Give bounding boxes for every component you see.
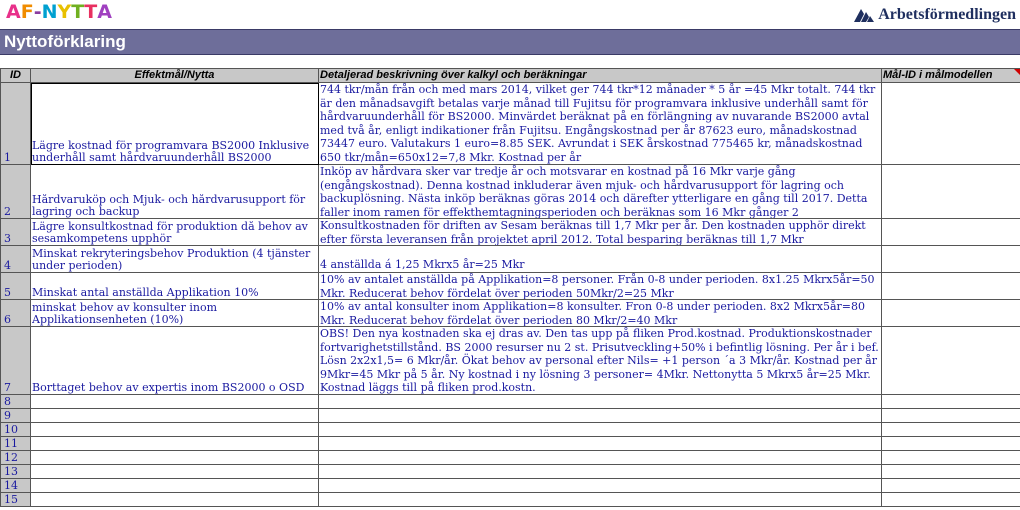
cell-goal-id[interactable] — [882, 409, 1020, 423]
cell-id[interactable]: 7 — [1, 327, 31, 395]
cell-id[interactable]: 6 — [1, 300, 31, 327]
cell-effect[interactable] — [31, 83, 319, 165]
table-row — [1, 327, 1020, 395]
cell-description[interactable] — [319, 479, 882, 493]
arbetsformedlingen-logo-icon — [853, 6, 875, 24]
cell-effect-text: Borttaget behov av expertis inom BS2000 o OSD — [32, 382, 305, 394]
cell-description[interactable] — [319, 437, 882, 451]
column-header-id[interactable]: ID — [1, 69, 31, 83]
table-row — [1, 246, 1020, 273]
cell-description[interactable] — [319, 219, 882, 246]
column-header-goal-id[interactable] — [882, 69, 1020, 83]
cell-goal-id[interactable] — [882, 165, 1020, 219]
cell-description[interactable] — [319, 493, 882, 507]
cell-description[interactable] — [319, 273, 882, 300]
cell-description[interactable] — [319, 395, 882, 409]
column-header-description[interactable]: Detaljerad beskrivning över kalkyl och beräkningar — [319, 69, 882, 83]
table-row — [1, 451, 1020, 465]
cell-goal-id[interactable] — [882, 437, 1020, 451]
cell-goal-id[interactable] — [882, 83, 1020, 165]
table-row — [1, 423, 1020, 437]
cell-goal-id[interactable] — [882, 300, 1020, 327]
column-header-goal-id-label: Mål-ID i målmodellen — [883, 69, 993, 81]
cell-goal-id[interactable] — [882, 395, 1020, 409]
cell-id[interactable]: 4 — [1, 246, 31, 273]
cell-goal-id[interactable] — [882, 246, 1020, 273]
table-header-row — [1, 69, 1020, 83]
cell-effect[interactable] — [31, 327, 319, 395]
cell-goal-id[interactable] — [882, 273, 1020, 300]
benefit-table — [0, 68, 1020, 507]
cell-description[interactable] — [319, 300, 882, 327]
cell-goal-id[interactable] — [882, 327, 1020, 395]
cell-goal-id[interactable] — [882, 493, 1020, 507]
cell-id[interactable]: 15 — [1, 493, 31, 507]
af-nytta-logo — [6, 1, 112, 23]
logo-letter: A — [6, 1, 21, 23]
cell-description[interactable] — [319, 327, 882, 395]
cell-description[interactable] — [319, 423, 882, 437]
cell-description[interactable] — [319, 451, 882, 465]
cell-effect[interactable] — [31, 465, 319, 479]
cell-effect[interactable] — [31, 273, 319, 300]
cell-effect-text: Hårdvaruköp och Mjuk- och hårdvarusupport för lagring och backup — [32, 194, 306, 218]
cell-id[interactable]: 8 — [1, 395, 31, 409]
logo-letter: A — [97, 1, 112, 23]
title-bar — [0, 29, 1020, 55]
page-title: Nyttoförklaring — [4, 32, 126, 51]
logo-letter: - — [33, 1, 42, 23]
table-row — [1, 219, 1020, 246]
cell-effect-text: Lägre konsultkostnad för produktion då behov av sesamkompetens upphör — [32, 221, 308, 245]
cell-effect-text: Lägre kostnad för programvara BS2000 Inklusive underhåll samt hårdvaruunderhåll BS2000 — [32, 140, 310, 164]
cell-id[interactable]: 14 — [1, 479, 31, 493]
table-row — [1, 493, 1020, 507]
cell-description[interactable] — [319, 246, 882, 273]
spacer-row[interactable] — [0, 55, 1020, 68]
cell-goal-id[interactable] — [882, 423, 1020, 437]
cell-description-text: 10% av antal konsulter inom Applikation=8 konsulter. Fron 0-8 under perioden. 8x2 Mkrx5år=80 Mkr. Reducerat behov fördelat över perioden 80 Mkr/2=40 Mkr — [320, 300, 866, 326]
cell-goal-id[interactable] — [882, 451, 1020, 465]
cell-effect[interactable] — [31, 493, 319, 507]
cell-effect-text: Minskat antal anställda Applikation 10% — [32, 287, 259, 299]
cell-effect[interactable] — [31, 437, 319, 451]
cell-id[interactable]: 12 — [1, 451, 31, 465]
table-row — [1, 165, 1020, 219]
table-row — [1, 479, 1020, 493]
cell-description-text: 10% av antalet anställda på Applikation=8 personer. Från 0-8 under perioden. 8x1.25 Mkrx5år=50 Mkr. Reducerat behov fördelat över perioden 50Mkr/2=25 Mkr — [320, 273, 875, 299]
column-header-effect[interactable]: Effektmål/Nytta — [31, 69, 319, 83]
cell-description[interactable] — [319, 409, 882, 423]
cell-id[interactable]: 3 — [1, 219, 31, 246]
cell-effect[interactable] — [31, 300, 319, 327]
logo-letter: T — [71, 1, 85, 23]
arbetsformedlingen-logo-text: Arbetsförmedlingen — [878, 6, 1016, 23]
cell-effect-text: Minskat rekryteringsbehov Produktion (4 tjänster under perioden) — [32, 248, 311, 272]
table-row — [1, 83, 1020, 165]
cell-effect[interactable] — [31, 395, 319, 409]
logo-letter: N — [41, 1, 58, 23]
table-row — [1, 437, 1020, 451]
cell-effect[interactable] — [31, 165, 319, 219]
cell-description-text: OBS! Den nya kostnaden ska ej dras av. Den tas upp på fliken Prod.kostnad. Produktionskostnader fortvarighetstillstånd. BS 2000 resurser nu 2 st. Prisutveckling+50% i befintlig lösning. Per år i bef. Lösn 2x2x1,5= 6 Mkr/år. Ökat behov av personal efter Nils= +1 person ´a 3 Mkr/år. Kostnad per år 9Mkr=45 Mkr på 5 år. Ny kostnad i ny lösning 3 personer= 4Mkr. Nettonytta 5 Mkrx5 år=25 Mkr. Kostnad läggs till på fliken prod.kostn. — [320, 327, 879, 394]
cell-effect[interactable] — [31, 219, 319, 246]
cell-id[interactable]: 13 — [1, 465, 31, 479]
cell-id[interactable]: 1 — [1, 83, 31, 165]
cell-id[interactable]: 10 — [1, 423, 31, 437]
cell-description-text: Inköp av hårdvara sker var tredje år och motsvarar en kostnad på 16 Mkr varje gång (engångskostnad). Denna kostnad inkluderar även mjuk- och hårdvarusupport för lagring och backuplösning. Nästa inköp beräknas göras 2014 och därefter ytterligare en gång till 2017. Detta faller inom ramen för effekthemtagningsperioden och beräknas som 16 Mkr gånger 2 — [320, 165, 868, 218]
cell-effect[interactable] — [31, 451, 319, 465]
cell-effect[interactable] — [31, 423, 319, 437]
table-row — [1, 300, 1020, 327]
table-row — [1, 465, 1020, 479]
table-row — [1, 409, 1020, 423]
logo-letter: T — [84, 1, 98, 23]
cell-description-text: Konsultkostnaden för driften av Sesam beräknas till 1,7 Mkr per år. Den kostnaden upphör direkt efter första leveransen från projektet april 2012. Total besparing beräknas till 1,7 Mkr — [320, 219, 866, 245]
cell-description[interactable] — [319, 83, 882, 165]
cell-goal-id[interactable] — [882, 465, 1020, 479]
cell-effect[interactable] — [31, 246, 319, 273]
cell-description-text: 4 anställda á 1,25 Mkrx5 år=25 Mkr — [320, 258, 525, 272]
cell-effect-text: minskat behov av konsulter inom Applikationsenheten (10%) — [32, 302, 218, 326]
logo-letter: Y — [57, 1, 72, 23]
arbetsformedlingen-logo — [853, 4, 1016, 26]
cell-goal-id[interactable] — [882, 479, 1020, 493]
cell-effect[interactable] — [31, 479, 319, 493]
cell-id[interactable]: 11 — [1, 437, 31, 451]
cell-id[interactable]: 9 — [1, 409, 31, 423]
table-row — [1, 395, 1020, 409]
cell-id[interactable]: 2 — [1, 165, 31, 219]
cell-goal-id[interactable] — [882, 219, 1020, 246]
cell-description-text: 744 tkr/mån från och med mars 2014, vilket ger 744 tkr*12 månader * 5 år =45 Mkr totalt. 744 tkr är den månadsavgift betalas varje månad till Fujitsu för programvara inklusive underhåll samt för hårdvaruunderhåll för BS2000. Minvärdet beräknat på en förlängning av nuvarande BS2000 avtal med två år, enligt indikationer från Fujitsu. Engångskostnad per år 87623 euro, månadskostnad 73447 euro. Valutakurs 1 euro=8.85 SEK. Avrundat i SEK årskostnad 775465 kr, månadskostnad 650 tkr/mån=650x12=7,8 Mkr. Kostnad per år — [320, 83, 876, 164]
table-row — [1, 273, 1020, 300]
cell-effect[interactable] — [31, 409, 319, 423]
cell-description[interactable] — [319, 465, 882, 479]
cell-description[interactable] — [319, 165, 882, 219]
sheet-header — [0, 0, 1020, 29]
comment-marker-icon[interactable] — [1014, 69, 1020, 75]
logo-letter: F — [20, 1, 34, 23]
cell-id[interactable]: 5 — [1, 273, 31, 300]
